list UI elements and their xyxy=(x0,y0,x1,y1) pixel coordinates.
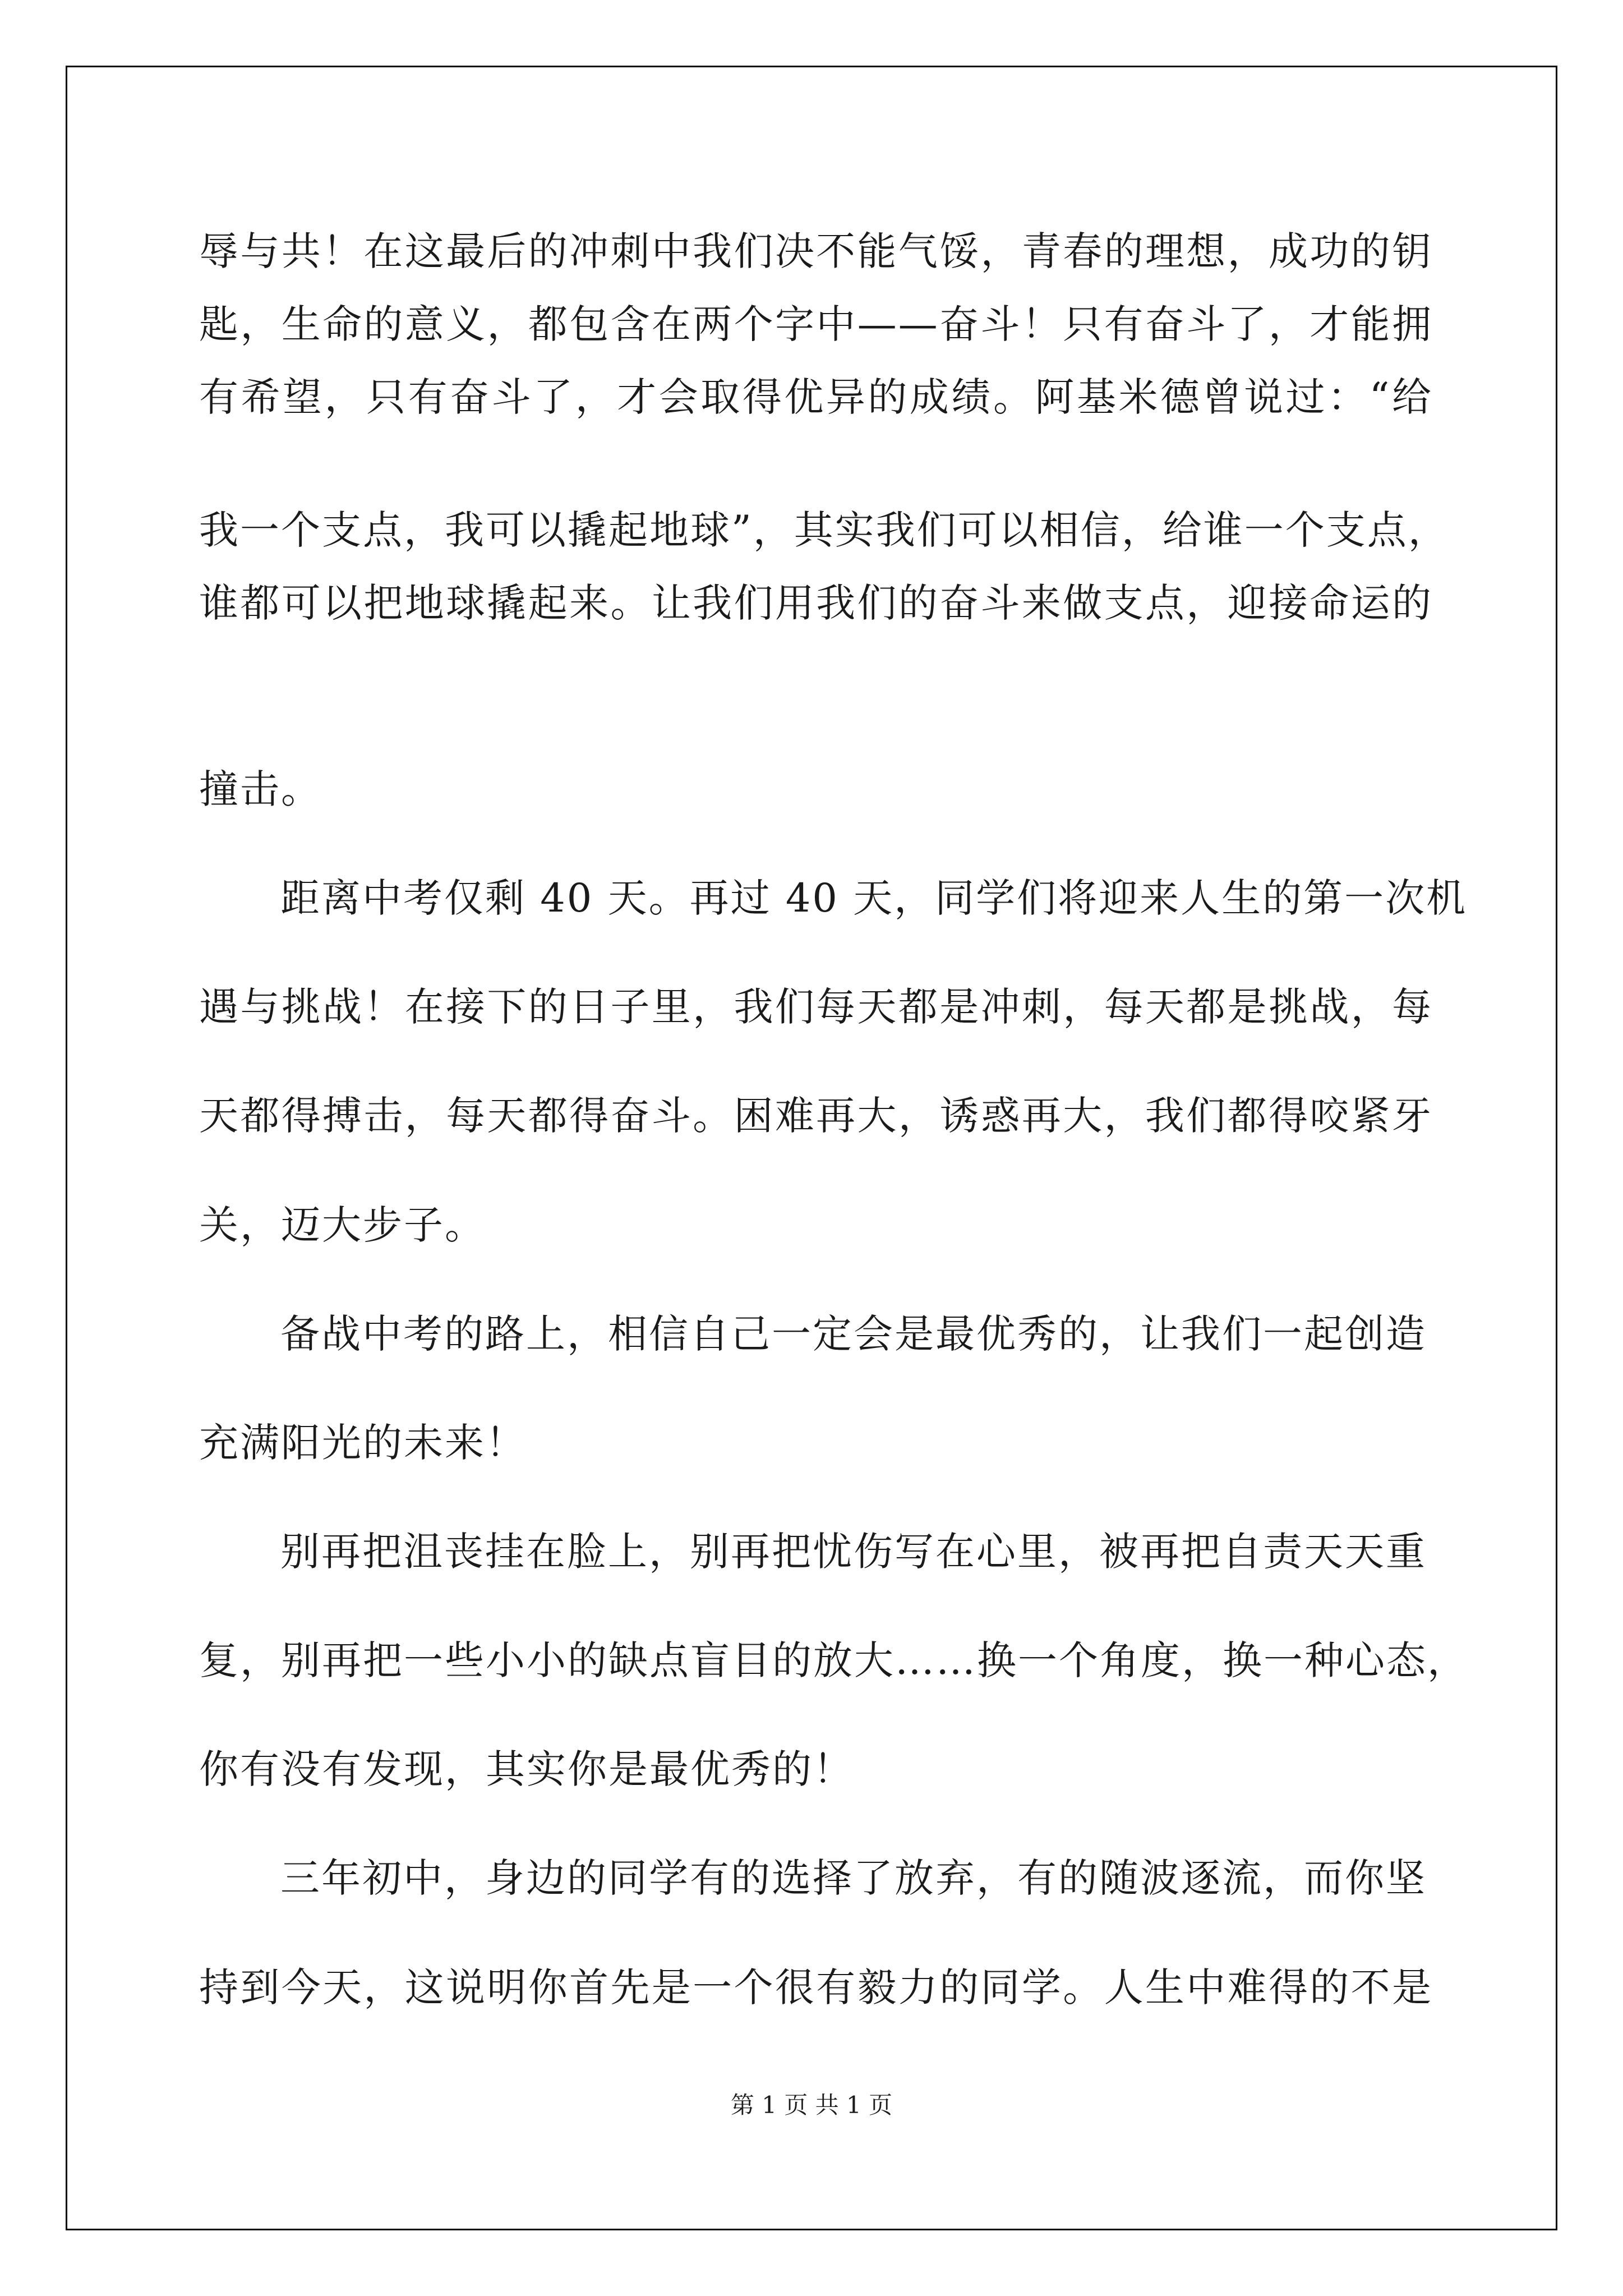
text-line: 有希望，只有奋斗了，才会取得优异的成绩。阿基米德曾说过：“给 xyxy=(199,374,1433,420)
text-line: 我一个支点，我可以撬起地球”，其实我们可以相信，给谁一个支点， xyxy=(199,507,1449,553)
text-line: 谁都可以把地球撬起来。让我们用我们的奋斗来做支点，迎接命运的 xyxy=(199,580,1433,626)
text-line: 距离中考仅剩 40 天。再过 40 天，同学们将迎来人生的第一次机 xyxy=(280,875,1468,921)
text-line: 别再把沮丧挂在脸上，别再把忧伤写在心里，被再把自责天天重 xyxy=(280,1529,1427,1575)
text-line: 撞击。 xyxy=(199,766,322,812)
text-line: 持到今天，这说明你首先是一个很有毅力的同学。人生中难得的不是 xyxy=(199,1964,1433,2010)
text-line: 三年初中，身边的同学有的选择了放弃，有的随波逐流，而你坚 xyxy=(280,1855,1427,1901)
text-line: 匙，生命的意义，都包含在两个字中——奋斗！只有奋斗了，才能拥 xyxy=(199,301,1433,347)
text-line: 充满阳光的未来！ xyxy=(199,1420,527,1466)
text-line: 天都得搏击，每天都得奋斗。困难再大，诱惑再大，我们都得咬紧牙 xyxy=(199,1093,1433,1139)
page-footer: 第 1 页 共 1 页 xyxy=(730,2091,893,2119)
text-line: 遇与挑战！在接下的日子里，我们每天都是冲刺，每天都是挑战，每 xyxy=(199,984,1433,1030)
text-line: 你有没有发现，其实你是最优秀的！ xyxy=(199,1746,854,1792)
text-line: 备战中考的路上，相信自己一定会是最优秀的，让我们一起创造 xyxy=(280,1311,1427,1357)
text-line: 关，迈大步子。 xyxy=(199,1202,486,1248)
text-line: 复，别再把一些小小的缺点盲目的放大……换一个角度，换一种心态， xyxy=(199,1637,1468,1683)
text-line: 辱与共！在这最后的冲刺中我们决不能气馁，青春的理想，成功的钥 xyxy=(199,228,1433,274)
